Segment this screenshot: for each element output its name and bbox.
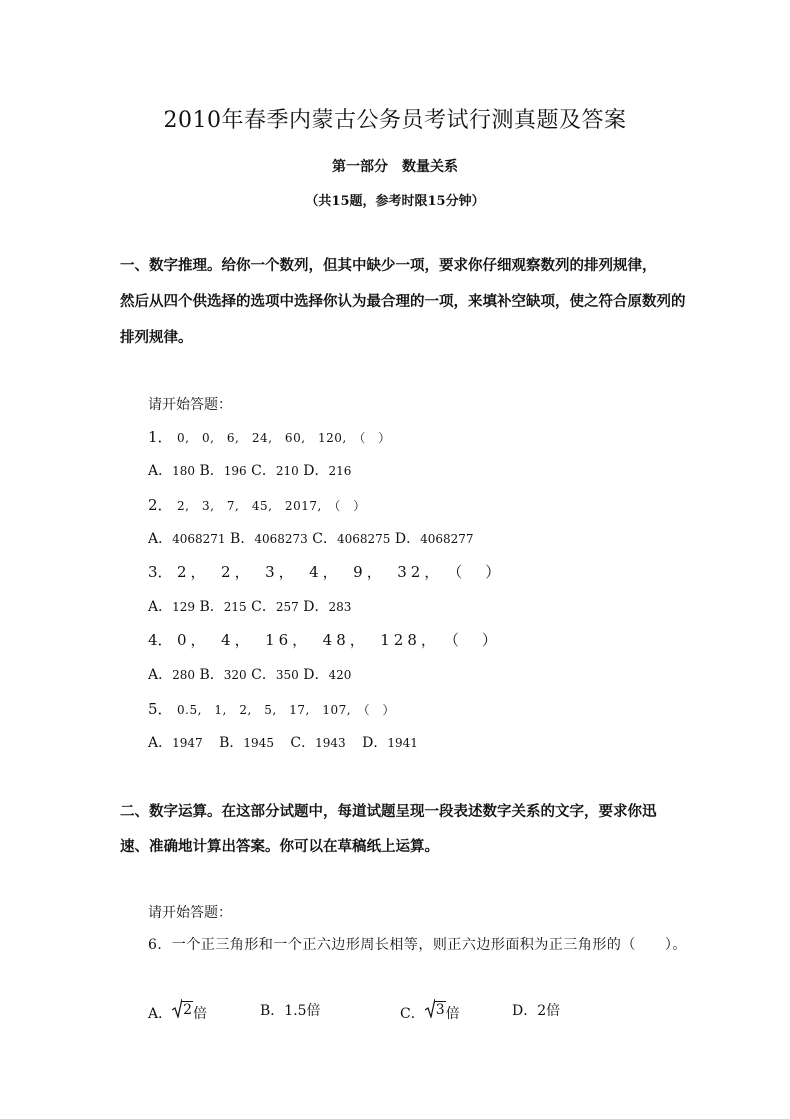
option-value: 215 [223,600,247,614]
option-value: 283 [328,600,352,614]
option-suffix: 倍 [445,1006,460,1022]
question-sequence: 2， 2， 3， 4， 9， 32， （ ） [177,563,505,581]
option-value: 4068275 [336,532,391,546]
option-value: 196 [223,464,247,478]
option-label: A． [148,667,173,683]
question-number: 2． [148,496,173,514]
option-c [400,998,460,1023]
question-sequence: 2, 3, 7, 45, 2017, （ ） [177,499,366,513]
option-value: 1943 [315,736,346,750]
question-sequence: 0, 0, 6, 24, 60, 120, （ ） [177,431,391,445]
question-6: 6．一个正三角形和一个正六边形周长相等，则正六边形面积为正三角形的（ ）。 [148,937,687,953]
sqrt-symbol [425,998,446,1018]
question-5 [148,698,395,719]
option-label: B． [260,1003,285,1019]
part-heading: 第一部分 数量关系 [332,159,458,175]
option-value: 4068271 [172,532,226,546]
option-label: C． [312,531,337,547]
option-label: D． [394,531,421,547]
section2-line-1: 二、数字运算。在这部分试题中，每道试题呈现一段表述数字关系的文字，要求你迅 [120,803,657,820]
question-4-options [148,664,351,684]
sqrt-symbol [172,998,193,1018]
radicand: 3 [435,1002,445,1018]
option-label: C． [290,735,316,751]
option-b [260,1000,321,1020]
page-title: 2010年春季内蒙古公务员考试行测真题及答案 [163,108,627,133]
option-label: B． [230,531,255,547]
question-number: 1． [148,428,173,446]
option-value: 420 [328,668,352,682]
option-label: D． [362,735,388,751]
option-value: 216 [328,464,352,478]
option-value: 180 [172,464,196,478]
option-label: C． [251,599,276,615]
section1-line-2: 然后从四个供选择的选项中选择你认为最合理的一项，来填补空缺项，使之符合原数列的 [120,293,686,310]
option-a [148,998,207,1023]
option-value: 4068277 [420,532,474,546]
option-label: A． [148,735,173,751]
question-sequence: 0， 4， 16， 48， 128， （ ） [177,631,501,649]
option-label: A． [148,463,173,479]
section2-line-2: 速、准确地计算出答案。你可以在草稿纸上运算。 [120,838,439,855]
section1-start-prompt: 请开始答题： [148,397,232,413]
option-label: A． [148,531,173,547]
option-label: B． [199,667,224,683]
question-sequence: 0.5, 1, 2, 5, 17, 107, （ ） [177,703,396,717]
option-value: 257 [275,600,299,614]
section2-start-prompt: 请开始答题： [148,905,232,921]
question-2-options [148,528,474,548]
option-value: 350 [275,668,299,682]
question-number: 4． [148,631,173,649]
question-3-options [148,596,351,616]
option-value: 1.5倍 [284,1003,321,1019]
option-label: A． [148,1006,173,1022]
option-value: 2倍 [537,1003,561,1019]
option-value: 1941 [387,736,418,750]
option-value: 1947 [172,736,203,750]
radicand: 2 [183,1002,193,1018]
question-4 [148,629,501,650]
option-label: A． [148,599,173,615]
option-label: D． [303,463,329,479]
option-label: B． [219,735,244,751]
question-1-options [148,460,351,480]
question-2 [148,494,366,515]
option-label: B． [199,599,224,615]
question-number: 5． [148,700,173,718]
option-label: C． [400,1006,425,1022]
option-label: D． [303,599,329,615]
question-5-options [148,732,418,752]
section1-line-1: 一、数字推理。给你一个数列，但其中缺少一项，要求你仔细观察数列的排列规律， [120,257,657,274]
option-suffix: 倍 [193,1006,208,1022]
time-limit-note: （共15题，参考时限15分钟） [305,194,485,209]
option-label: D． [512,1003,538,1019]
option-value: 210 [275,464,299,478]
question-3 [148,561,504,582]
option-label: C． [251,463,276,479]
option-label: C． [251,667,276,683]
question-number: 3． [148,563,173,581]
option-value: 4068273 [254,532,308,546]
option-label: B． [199,463,224,479]
option-value: 320 [223,668,247,682]
question-1 [148,426,391,447]
option-label: D． [303,667,329,683]
option-d [512,1000,560,1020]
option-value: 129 [172,600,196,614]
section1-line-3: 排列规律。 [120,329,193,346]
option-value: 280 [172,668,196,682]
option-value: 1945 [243,736,274,750]
